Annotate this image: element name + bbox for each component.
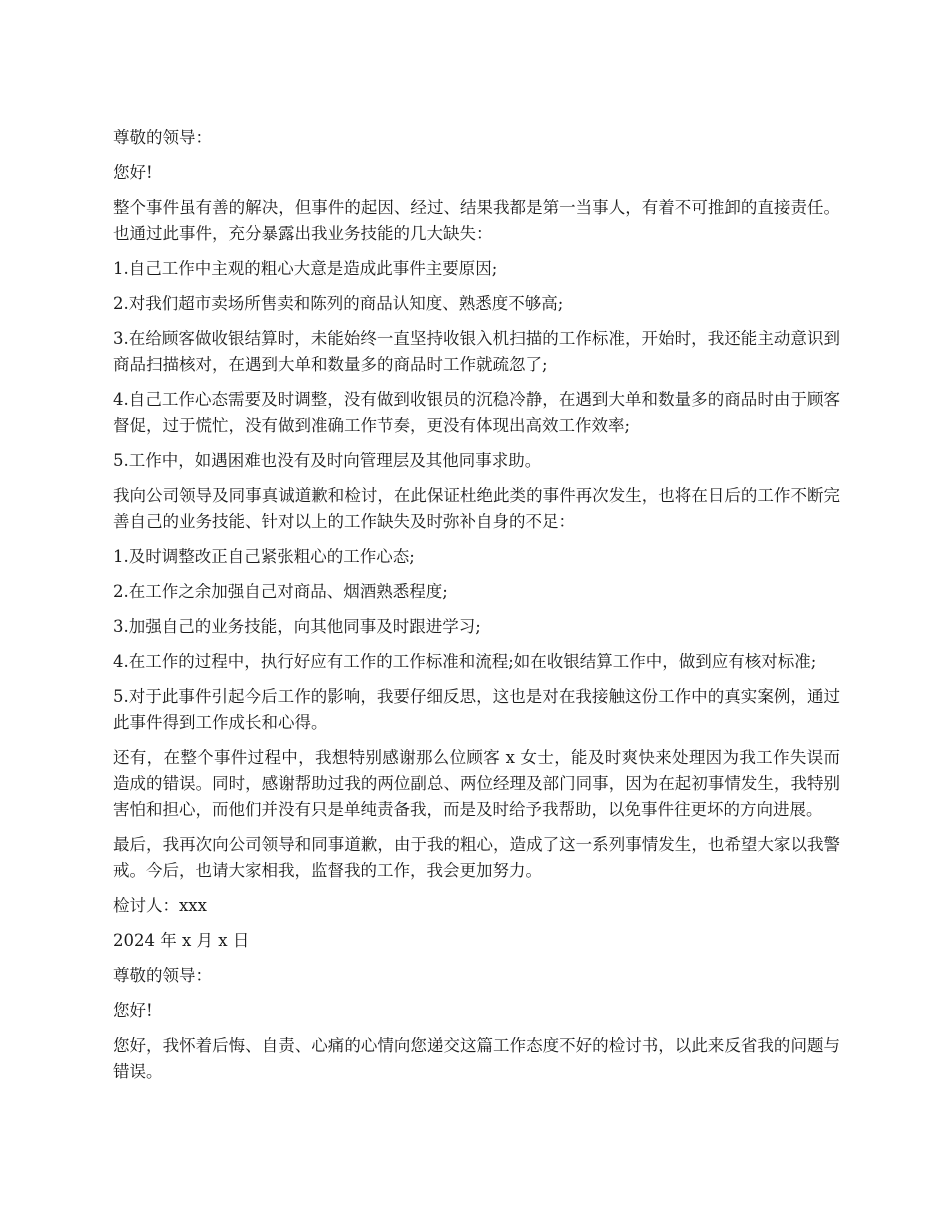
list-item: 3.加强自己的业务技能，向其他同事及时跟进学习; <box>113 617 481 636</box>
body-paragraph: 整个事件虽有善的解决，但事件的起因、经过、结果我都是第一当事人，有着不可推卸的直接责任。也通过此事件，充分暴露出我业务技能的几大缺失： <box>113 198 840 243</box>
date: 2024 年 x 月 x 日 <box>113 931 250 950</box>
list-item: 2.在工作之余加强自己对商品、烟酒熟悉程度; <box>113 582 448 601</box>
list-item: 5.对于此事件引起今后工作的影响，我要仔细反思，这也是对在我接触这份工作中的真实案例，通过此事件得到工作成长和心得。 <box>113 687 840 732</box>
greeting: 您好! <box>113 163 153 182</box>
body-paragraph: 我向公司领导及同事真诚道歉和检讨，在此保证杜绝此类的事件再次发生，也将在日后的工作不断完善自己的业务技能、针对以上的工作缺失及时弥补自身的不足： <box>113 486 840 531</box>
list-item: 4.自己工作心态需要及时调整，没有做到收银员的沉稳冷静，在遇到大单和数量多的商品时由于顾客督促，过于慌忙，没有做到准确工作节奏，更没有体现出高效工作效率; <box>113 390 840 435</box>
body-paragraph: 还有，在整个事件过程中，我想特别感谢那么位顾客 x 女士，能及时爽快来处理因为我工作失误而造成的错误。同时，感谢帮助过我的两位副总、两位经理及部门同事，因为在起初事情发生，我特别害怕和担心，而他们并没有只是单纯责备我，而是及时给予我帮助，以免事件往更坏的方向进展。 <box>113 748 840 819</box>
list-item: 3.在给顾客做收银结算时，未能始终一直坚持收银入机扫描的工作标准，开始时，我还能主动意识到商品扫描核对，在遇到大单和数量多的商品时工作就疏忽了; <box>113 329 840 374</box>
list-item: 2.对我们超市卖场所售卖和陈列的商品认知度、熟悉度不够高; <box>113 294 564 313</box>
salutation: 尊敬的领导： <box>113 128 212 147</box>
list-item: 4.在工作的过程中，执行好应有工作的工作标准和流程;如在收银结算工作中，做到应有核对标准; <box>113 652 817 671</box>
body-paragraph: 您好，我怀着后悔、自责、心痛的心情向您递交这篇工作态度不好的检讨书，以此来反省我的问题与错误。 <box>113 1036 840 1081</box>
salutation: 尊敬的领导： <box>113 966 212 985</box>
list-item: 5.工作中，如遇困难也没有及时向管理层及其他同事求助。 <box>113 451 542 470</box>
list-item: 1.及时调整改正自己紧张粗心的工作心态; <box>113 547 415 566</box>
greeting: 您好! <box>113 1001 153 1020</box>
body-paragraph: 最后，我再次向公司领导和同事道歉，由于我的粗心，造成了这一系列事情发生，也希望大家以我警戒。今后，也请大家相我，监督我的工作，我会更加努力。 <box>113 835 840 880</box>
document-body <box>113 125 840 1094</box>
signature: 检讨人：xxx <box>113 896 207 915</box>
list-item: 1.自己工作中主观的粗心大意是造成此事件主要原因; <box>113 259 498 278</box>
